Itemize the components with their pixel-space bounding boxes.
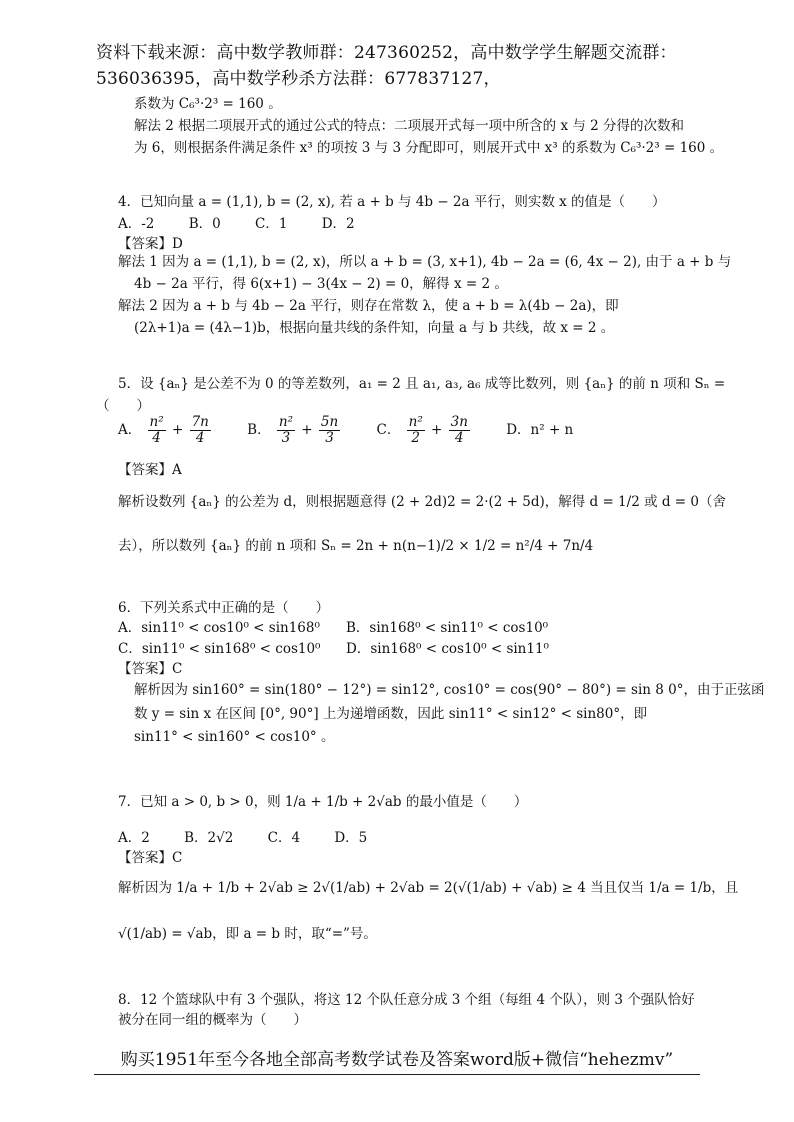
q6-choice-b: B．sin168⁰ < sin11⁰ < cos10⁰ [346, 620, 549, 636]
q6-choice-d: D．sin168⁰ < cos10⁰ < sin11⁰ [346, 641, 549, 657]
promo-footer: 购买1951年至今各地全部高考数学试卷及答案word版+微信“hehezmv” [94, 1045, 700, 1075]
header-line-2: 536036395，高中数学秒杀方法群：677837127， [96, 69, 501, 89]
q6-stem: 6．下列关系式中正确的是（ ） [118, 600, 330, 616]
q7-choice-b: B．2√2 [184, 830, 234, 846]
q6-solution-line2: 数 y = sin x 在区间 [0°, 90°] 上为递增函数，因此 sin11° < sin12° < sin80°，即 [134, 706, 648, 722]
q4-solution1-line1: 解法 1 因为 a = (1,1), b = (2, x)，所以 a + b = (3, x+1), 4b − 2a = (6, 4x − 2), 由于 a + b 与 [118, 254, 732, 270]
q8-stem-line2: 被分在同一组的概率为（ ） [118, 1012, 307, 1028]
q7-choice-d: D．5 [334, 830, 368, 846]
q5-answer: 【答案】A [118, 462, 182, 478]
q6-choice-c: C．sin11⁰ < sin168⁰ < cos10⁰ [118, 641, 321, 657]
q4-answer: 【答案】D [118, 236, 183, 252]
q4-stem: 4．已知向量 a = (1,1), b = (2, x), 若 a + b 与 4b − 2a 平行，则实数 x 的值是（ ） [118, 194, 666, 210]
q6-solution-line1: 解析因为 sin160° = sin(180° − 12°) = sin12°, cos10° = cos(90° − 80°) = sin 8 0°，由于正弦函 [134, 682, 765, 698]
q5-stem: 5．设 {aₙ} 是公差不为 0 的等差数列，a₁ = 2 且 a₁, a₃, a₆ 成等比数列，则 {aₙ} 的前 n 项和 Sₙ = [118, 376, 726, 392]
q8-stem: 8．12 个篮球队中有 3 个强队，将这 12 个队任意分成 3 个组（每组 4 个队），则 3 个强队恰好 [118, 992, 695, 1008]
q4-choice-c: C．1 [255, 216, 288, 232]
q6-answer: 【答案】C [118, 661, 183, 677]
q4-solution2-line1: 解法 2 因为 a + b 与 4b − 2a 平行，则存在常数 λ，使 a + b = λ(4b − 2a)，即 [118, 298, 619, 314]
q5-choice-b: B． $\frac{\text{n²}}{3}$ + $\frac{5n}{3}$ [247, 414, 339, 446]
q7-solution-line2: √(1/ab) = √ab，即 a = b 时，取“=”号。 [118, 926, 377, 942]
q5-solution-line2: 去），所以数列 {aₙ} 的前 n 项和 Sₙ = 2n + n(n−1)/2 × 1/2 = n²/4 + 7n/4 [118, 538, 594, 554]
q5-stem-paren: （ ） [96, 398, 150, 414]
q7-answer: 【答案】C [118, 850, 183, 866]
q4-solution1-line2: 4b − 2a 平行，得 6(x+1) − 3(4x − 2) = 0，解得 x = 2 。 [134, 276, 508, 292]
q5-choice-a: A． $\frac{\text{n²}}{4}$ + $\frac{7n}{4}$ [118, 414, 209, 446]
q7-stem: 7．已知 a > 0, b > 0，则 1/a + 1/b + 2√ab 的最小值是（ ） [118, 794, 528, 810]
q7-choice-a: A．2 [118, 830, 150, 846]
q3-solution2-line2: 为 6，则根据条件满足条件 x³ 的项按 3 与 3 分配即可，则展开式中 x³ 的系数为 C₆³·2³ = 160 。 [134, 140, 724, 156]
q7-choice-c: C．4 [267, 830, 301, 846]
q5-solution-line1: 解析设数列 {aₙ} 的公差为 d，则根据题意得 (2 + 2d)2 = 2·(2 + 5d)，解得 d = 1/2 或 d = 0（舍 [118, 494, 726, 510]
source-header [96, 40, 716, 92]
q3-solution2-line1: 解法 2 根据二项展开式的通过公式的特点：二项展开式每一项中所含的 x 与 2 分得的次数和 [134, 118, 685, 134]
q4-choice-a: A．-2 [118, 216, 155, 232]
q4-choices [118, 212, 385, 232]
q5-choice-d: D．n² + n [506, 422, 574, 438]
q3-coefficient: 系数为 C₆³·2³ = 160 。 [134, 96, 282, 112]
q6-choice-a: A．sin11⁰ < cos10⁰ < sin168⁰ [118, 620, 320, 636]
q4-choice-b: B．0 [188, 216, 221, 232]
q4-choice-d: D．2 [321, 216, 355, 232]
q5-choice-c: C． $\frac{\text{n²}}{2}$ + $\frac{3n}{4}$ [376, 414, 468, 446]
q7-solution-line1: 解析因为 1/a + 1/b + 2√ab ≥ 2√(1/ab) + 2√ab = 2(√(1/ab) + √ab) ≥ 4 当且仅当 1/a = 1/b，且 [118, 880, 739, 896]
q5-choices [118, 415, 603, 446]
q4-solution2-line2: (2λ+1)a = (4λ−1)b，根据向量共线的条件知，向量 a 与 b 共线，故 x = 2 。 [134, 320, 615, 336]
q6-solution-line3: sin11° < sin160° < cos10° 。 [134, 729, 335, 745]
header-line-1: 资料下载来源：高中数学教师群：247360252，高中数学学生解题交流群： [96, 43, 677, 63]
q7-choices [118, 826, 397, 846]
